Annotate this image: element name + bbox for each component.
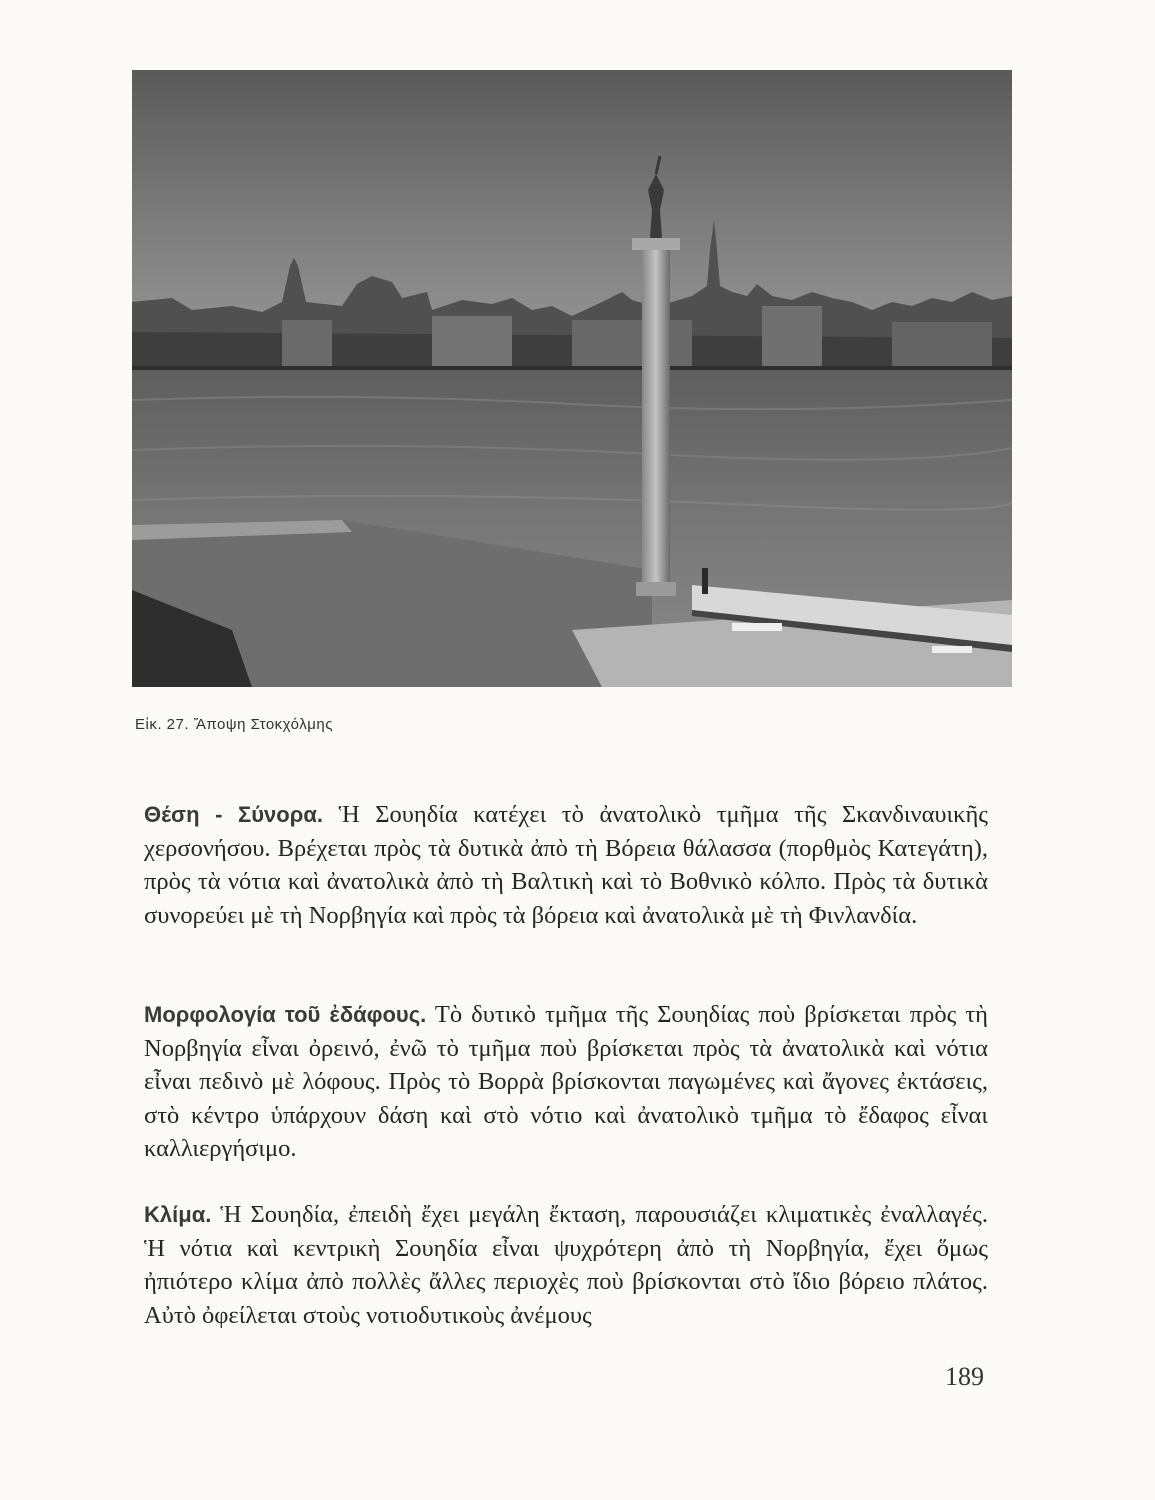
text-climate: Ἡ Σουηδία, ἐπειδὴ ἔχει μεγάλη ἔκταση, παρουσιάζει κλιματικὲς ἐναλλαγές. Ἡ νότια καὶ κεντρικὴ Σουηδία εἶναι ψυχρότερη ἀπὸ τὴ Νορβηγία, ἔχει ὅμως ἠπιότερο κλίμα ἀπὸ πολλὲς ἄλλες περιοχὲς ποὺ βρίσκονται στὸ ἴδιο βόρειο πλάτος. Αὐτὸ ὀφείλεται στοὺς νοτιοδυτικοὺς ἀνέμους <box>144 1201 988 1329</box>
paragraph-climate <box>144 1198 988 1332</box>
text-position-borders: Ἡ Σουηδία κατέχει τὸ ἀνατολικὸ τμῆμα τῆς Σκανδιναυικῆς χερσονήσου. Βρέχεται πρὸς τὰ δυτικὰ ἀπὸ τὴ Βόρεια θάλασσα (πορθμὸς Κατεγάτη), πρὸς τὰ νότια καὶ ἀνατολικὰ ἀπὸ τὴ Βαλτικὴ καὶ τὸ Βοθνικὸ κόλπο. Πρὸς τὰ δυτικὰ συνορεύει μὲ τὴ Νορβηγία καὶ πρὸς τὰ βόρεια καὶ ἀνατολικὰ μὲ τὴ Φινλανδία. <box>144 801 988 929</box>
figure-caption: Εἰκ. 27. Ἄποψη Στοκχόλμης <box>135 716 333 733</box>
heading-land-morphology: Μορφολογία τοῦ ἐδάφους. <box>144 1002 427 1027</box>
page-number: 189 <box>945 1362 984 1391</box>
paragraph-position-borders <box>144 798 988 932</box>
heading-position-borders: Θέση - Σύνορα. <box>144 802 323 827</box>
text-land-morphology: Τὸ δυτικὸ τμῆμα τῆς Σουηδίας ποὺ βρίσκεται πρὸς τὴ Νορβηγία εἶναι ὀρεινό, ἐνῶ τὸ τμῆμα ποὺ βρίσκεται πρὸς τὰ ἀνατολικὰ καὶ νότια εἶναι πεδινὸ μὲ λόφους. Πρὸς τὸ Βορρὰ βρίσκονται παγωμένες καὶ ἄγονες ἐκτάσεις, στὸ κέντρο ὑπάρχουν δάση καὶ στὸ νότιο καὶ ἀνατολικὸ τμῆμα τὸ ἔδαφος εἶναι καλλιεργήσιμο. <box>144 1001 988 1162</box>
paragraph-land-morphology <box>144 998 988 1166</box>
heading-climate: Κλίμα. <box>144 1202 212 1227</box>
stockholm-photo <box>132 70 1012 687</box>
